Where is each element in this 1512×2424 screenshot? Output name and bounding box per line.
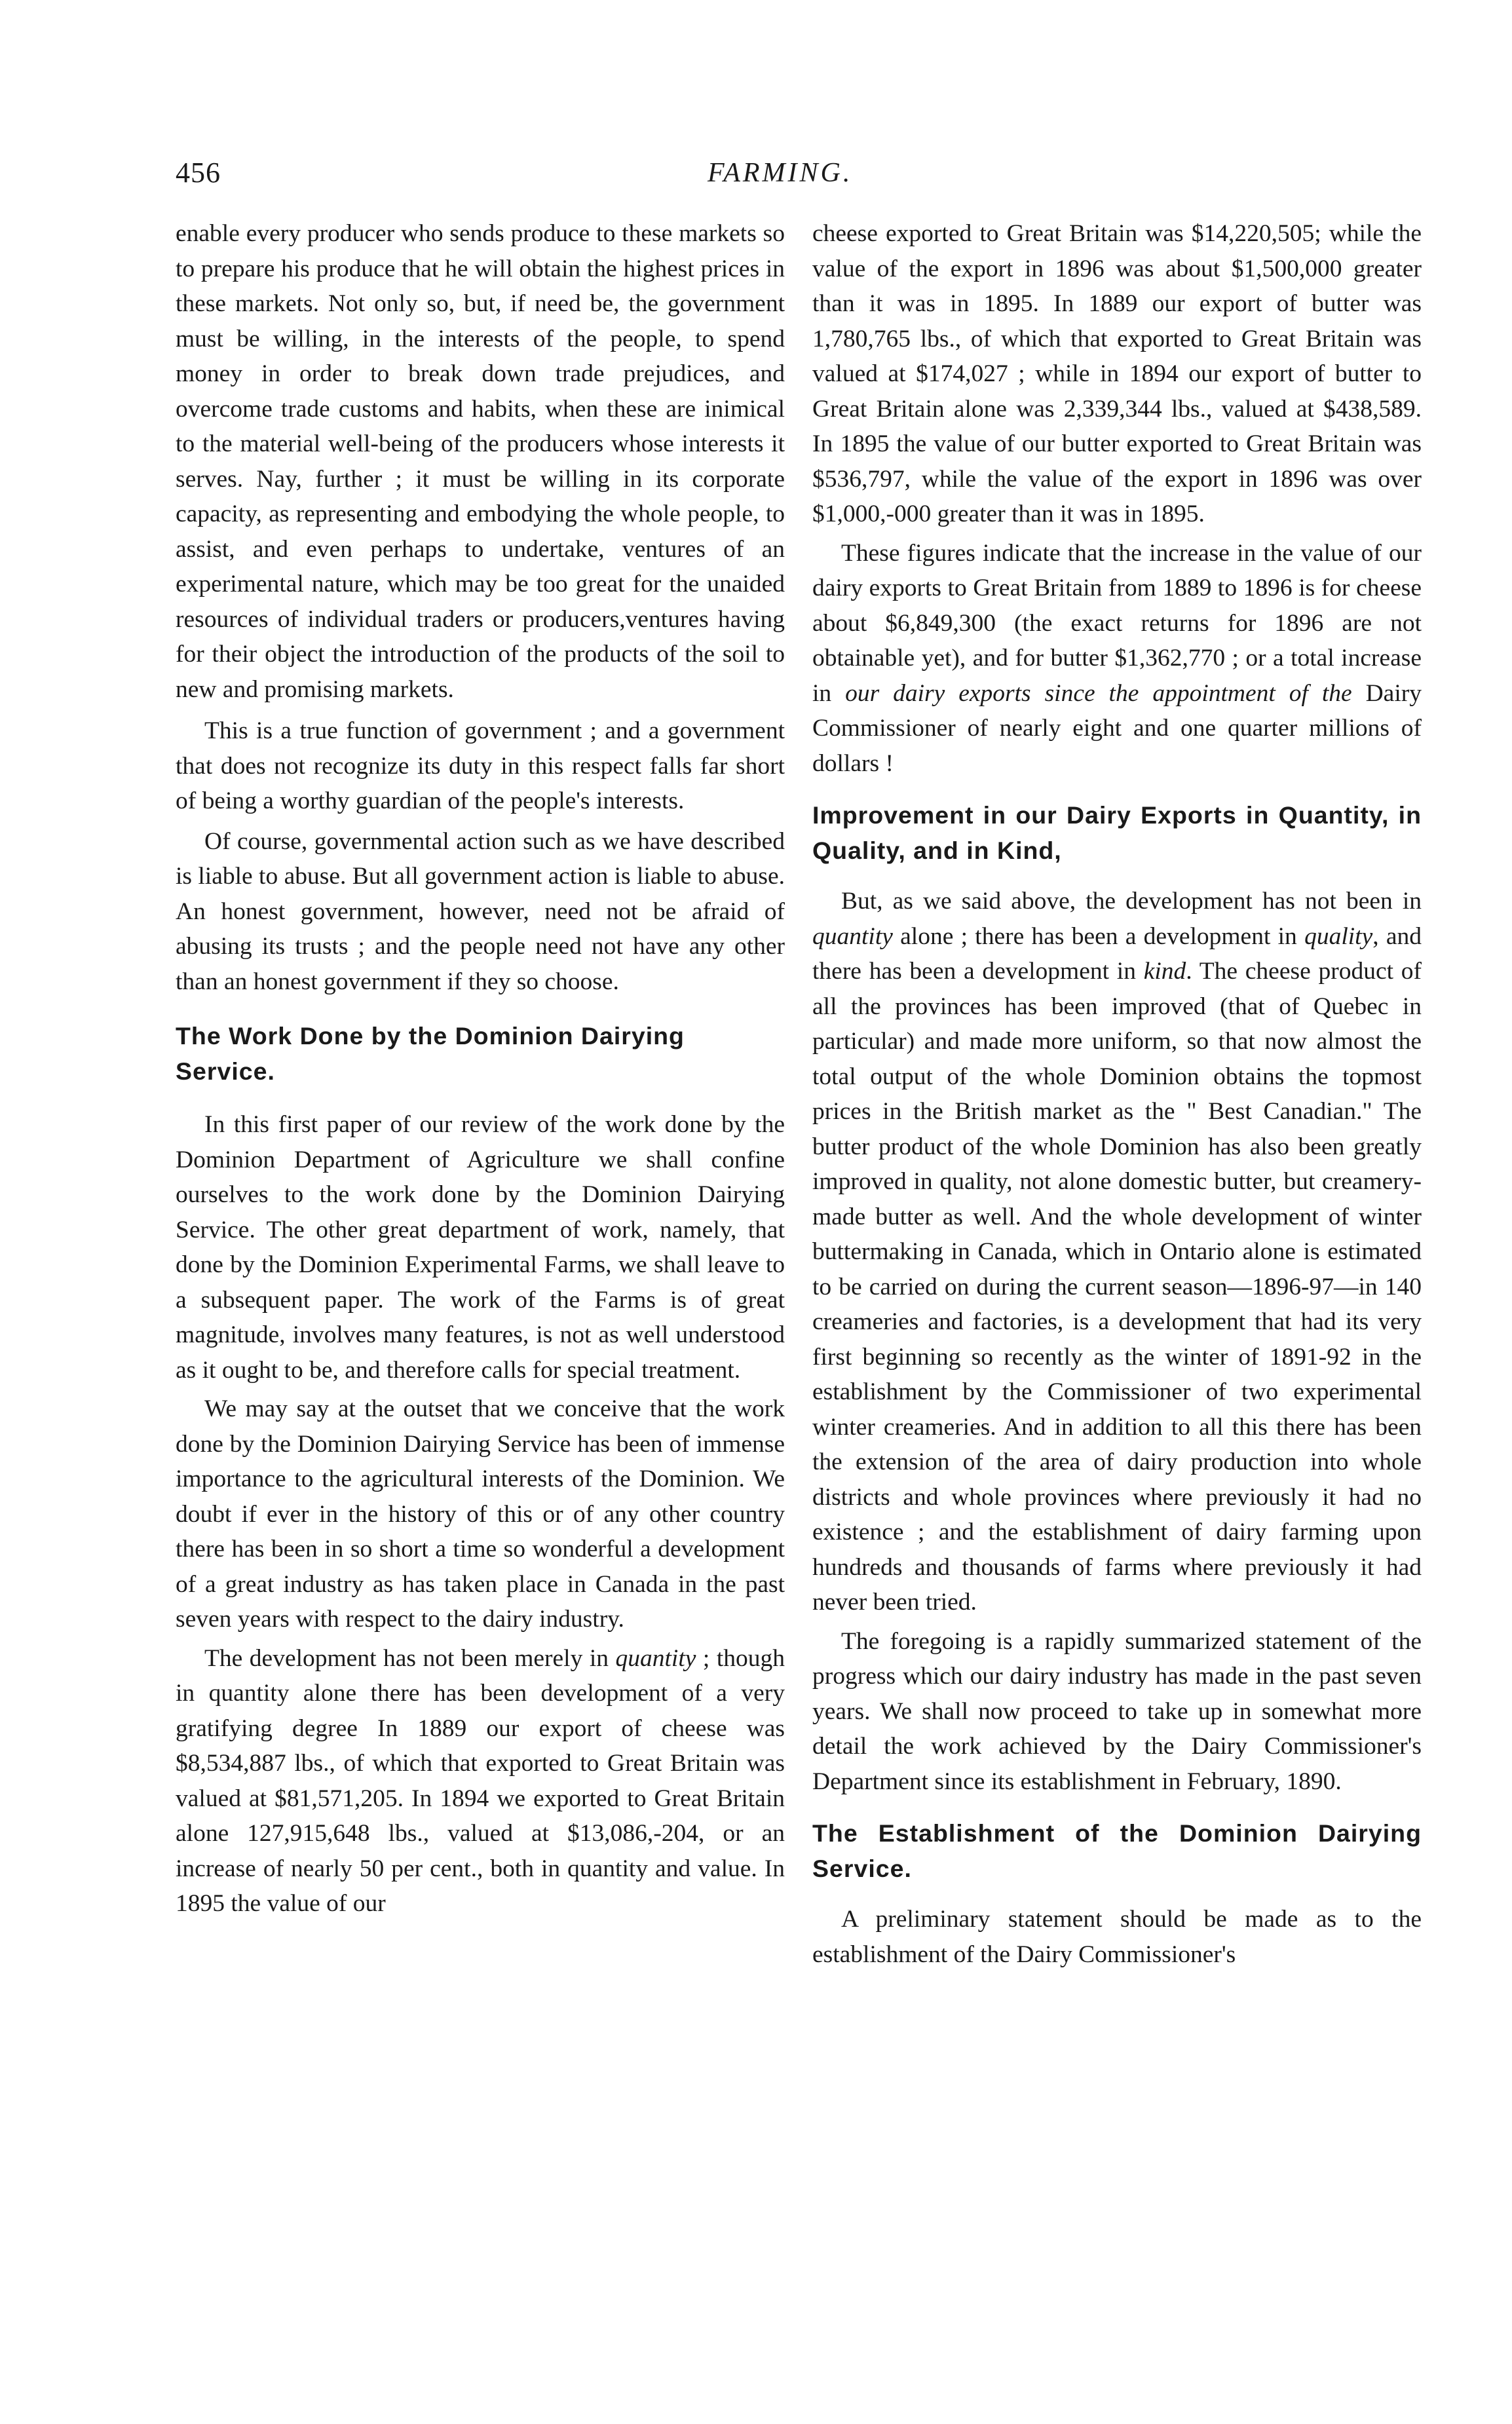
text: . The cheese product of all the provinces has been improved (that of Quebec in particular) and made more uniform, so that now almost the total output of the whole Dominion obtains the topmost prices in the British market as the " Best Canadian." The butter product of the whole Dominion has also been greatly improved in quality, not alone domestic butter, but creamery-made butter as well. And the whole development of winter buttermaking in Canada, which in Ontario alone is estimated to be carried on during the current season—1896-97—in 140 creameries and factories, is a development that had its very first beginning so recently as the winter of 1891-92 in the establishment by the Commissioner of two experimental winter creameries. And in addition to all this there has been the extension of the area of dairy production into whole districts and whole provinces where previously it had no existence ; and the establishment of dairy farming upon hundreds and thousands of farms where previously it had never been tried. [812,958,1422,1616]
left-column [176,216,785,1922]
text: But, as we said above, the development has not been in [841,888,1422,915]
paragraph: In this first paper of our review of the work done by the Dominion Department of Agriculture we shall confine ourselves to the work done by the Dominion Dairying Service. The other great department of work, namely, that done by the Dominion Experimental Farms, we shall leave to a subsequent paper. The work of the Farms is of great magnitude, involves many features, is not as well understood as it ought to be, and therefore calls for special treatment. [176,1111,785,1384]
section-heading: The Establishment of the Dominion Dairying Service. [812,1819,1422,1882]
right-column [812,216,1422,1972]
text: Dairy Commissioner of nearly eight and one quarter millions of dollars ! [812,679,1422,777]
paragraph [176,1641,785,1922]
emphasis: our dairy exports since the appointment of the [845,679,1352,707]
emphasis: quality [1304,922,1373,950]
section-heading: Improvement in our Dairy Exports in Quantity, in Quality, and in Kind, [812,801,1422,864]
running-title: FARMING. [708,158,853,188]
page-number: 456 [176,157,221,189]
text: ; though in quantity alone there has been development of a very gratifying degree In 1889 our export of cheese was $8,534,887 lbs., of which that exported to Great Britain was valued at $81,571,205. In 1894 we exported to Great Britain alone 127,915,648 lbs., valued at $13,086,-204, or an increase of nearly 50 per cent., both in quantity and value. In 1895 the value of our [176,1644,785,1917]
paragraph [812,884,1422,1620]
section-heading: The Work Done by the Dominion Dairying Service. [176,1022,685,1085]
paragraph [812,536,1422,782]
paragraph: cheese exported to Great Britain was $14,220,505; while the value of the export in 1896 was about $1,500,000 greater than it was in 1895. In 1889 our export of butter was 1,780,765 lbs., of which that exported to Great Britain was valued at $174,027 ; while in 1894 our export of butter to Great Britain alone was 2,339,344 lbs., valued at $438,589. In 1895 the value of our butter exported to Great Britain was $536,797, while the value of the export in 1896 was over $1,000,-000 greater than it was in 1895. [812,220,1422,527]
emphasis: quantity [615,1644,696,1672]
paragraph: We may say at the outset that we conceive that the work done by the Dominion Dairying Service has been of immense importance to the agricultural interests of the Dominion. We doubt if ever in the history of this or of any other country there has been in so short a time so wonderful a development of a great industry as has taken place in Canada in the past seven years with respect to the dairy industry. [176,1395,785,1633]
emphasis: kind [1143,958,1186,985]
text: These figures indicate that the increase in the value of our dairy exports to Great Britain from 1889 to 1896 is for cheese about $6,849,300 (the exact returns for 1896 are not obtainable yet), and for butter $1,362,770 ; or a total increase in [812,539,1422,707]
emphasis: quantity [812,922,893,950]
paragraph: This is a true function of government ; and a government that does not recognize its duty in this respect falls far short of being a worthy guardian of the people's interests. [176,717,785,814]
paragraph: Of course, governmental action such as we have described is liable to abuse. But all government action is liable to abuse. An honest government, however, need not be afraid of abusing its trusts ; and the people need not have any other than an honest government if they so choose. [176,827,785,995]
paragraph: A preliminary statement should be made as to the establishment of the Dairy Commissioner's [812,1906,1422,1968]
paragraph: enable every producer who sends produce to these markets so to prepare his produce that he will obtain the highest prices in these markets. Not only so, but, if need be, the government must be willing, in the interests of the people, to spend money in order to break down trade prejudices, and overcome trade customs and habits, when these are inimical to the material well-being of the producers whose interests it serves. Nay, further ; it must be willing in its corporate capacity, as representing and embodying the whole people, to assist, and even perhaps to undertake, ventures of an experimental nature, which may be too great for the unaided resources of individual traders or producers,ventures having for their object the introduction of the products of the soil to new and promising markets. [176,220,785,703]
text: The development has not been merely in [204,1644,616,1672]
text: alone ; there has been a development in [892,922,1305,950]
text: , and there has been a development in [812,922,1422,985]
paragraph: The foregoing is a rapidly summarized statement of the progress which our dairy industry has made in the past seven years. We shall now proceed to take up in somewhat more detail the work achieved by the Dairy Commissioner's Department since its establishment in February, 1890. [812,1627,1422,1795]
